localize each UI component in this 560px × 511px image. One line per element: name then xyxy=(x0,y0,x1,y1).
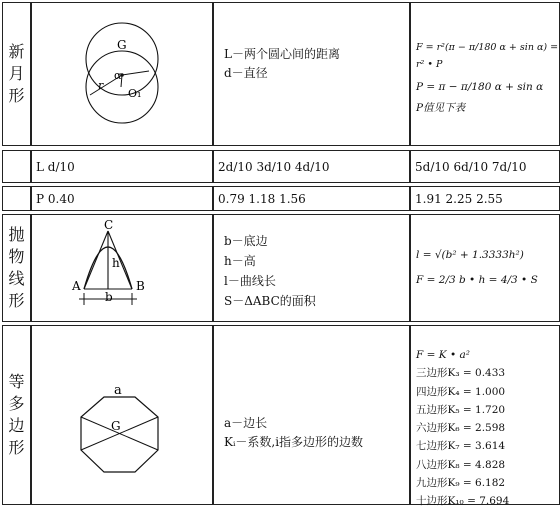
formula-line: 九边形K₉ = 6.182 xyxy=(416,477,506,490)
row-L-col2: 2d/10 3d/10 4d/10 xyxy=(213,150,410,183)
title-char: 抛 xyxy=(8,225,25,244)
parabola-label-h: h xyxy=(112,256,120,270)
crescent-label-top: G xyxy=(117,38,127,52)
formula-line: 七边形K₇ = 3.614 xyxy=(416,440,506,453)
row-L-col3: 5d/10 6d/10 7d/10 xyxy=(410,150,560,183)
desc-line: a－边长 xyxy=(224,416,268,430)
parabola-label-b-vertex: B xyxy=(136,279,145,293)
title-char: 等 xyxy=(8,372,25,391)
desc-line: S－ΔABC的面积 xyxy=(224,294,316,308)
formula-line: 三边形K₃ = 0.433 xyxy=(416,367,506,380)
row-P-col3: 1.91 2.25 2.55 xyxy=(410,186,560,211)
polygon-figure xyxy=(32,326,212,504)
formula-line: P值见下表 xyxy=(416,102,466,114)
title-char: 新 xyxy=(8,42,25,61)
title-char: 多 xyxy=(8,394,25,413)
desc-line: L－两个圆心间的距离 xyxy=(224,47,340,61)
crescent-label-center: O₁ xyxy=(128,87,142,100)
crescent-figure xyxy=(32,3,212,145)
desc-line: h－高 xyxy=(224,254,256,268)
crescent-title xyxy=(2,2,31,146)
row-P-blank xyxy=(2,186,31,211)
formula-line: l = √(b² + 1.3333h²) xyxy=(416,249,524,261)
desc-line: l－曲线长 xyxy=(224,274,276,288)
parabola-label-b-base: b xyxy=(105,290,113,304)
polygon-title xyxy=(2,325,31,505)
parabola-figure xyxy=(32,215,212,321)
parabola-figure-cell xyxy=(31,214,213,322)
row-P-col1: P 0.40 xyxy=(31,186,213,211)
title-char: 物 xyxy=(8,247,25,266)
parabola-title xyxy=(2,214,31,322)
crescent-label-r: r xyxy=(98,79,104,92)
parabola-formula xyxy=(410,214,560,322)
desc-line: b－底边 xyxy=(224,234,268,248)
desc-line: d－直径 xyxy=(224,66,268,80)
row-L-blank xyxy=(2,150,31,183)
crescent-label-alpha: α xyxy=(114,69,122,82)
title-char: 形 xyxy=(8,86,25,105)
title-char: 月 xyxy=(8,64,25,83)
title-char: 形 xyxy=(8,438,25,457)
formula-line: F = 2/3 b • h = 4/3 • S xyxy=(416,274,538,286)
formula-line: F = K • a² xyxy=(416,349,470,361)
title-char: 线 xyxy=(8,269,25,288)
polygon-description xyxy=(213,325,410,505)
formula-line: F = r²(π − π/180 α + sin α) = r² • P xyxy=(416,42,559,70)
row-P-col2: 0.79 1.18 1.56 xyxy=(213,186,410,211)
crescent-formula xyxy=(410,2,560,146)
polygon-figure-cell xyxy=(31,325,213,505)
formula-line: 八边形K₈ = 4.828 xyxy=(416,458,506,471)
parabola-description xyxy=(213,214,410,322)
row-L-col1: L d/10 xyxy=(31,150,213,183)
polygon-label-g: G xyxy=(111,419,121,433)
formula-line: 六边形K₆ = 2.598 xyxy=(416,422,506,435)
title-char: 形 xyxy=(8,291,25,310)
crescent-figure-cell xyxy=(31,2,213,146)
formula-line: P = π − π/180 α + sin α xyxy=(416,81,544,93)
parabola-label-c: C xyxy=(104,218,114,232)
desc-line: Kᵢ－系数,i指多边形的边数 xyxy=(224,435,364,449)
formula-line: 五边形K₅ = 1.720 xyxy=(416,403,506,416)
formula-line: 四边形K₄ = 1.000 xyxy=(416,385,506,398)
title-char: 边 xyxy=(8,416,25,435)
crescent-description xyxy=(213,2,410,146)
polygon-formula xyxy=(410,325,560,508)
parabola-label-a: A xyxy=(72,279,81,293)
polygon-label-a: a xyxy=(114,383,122,398)
formula-line: 十边形K₁₀ = 7.694 xyxy=(416,495,510,508)
